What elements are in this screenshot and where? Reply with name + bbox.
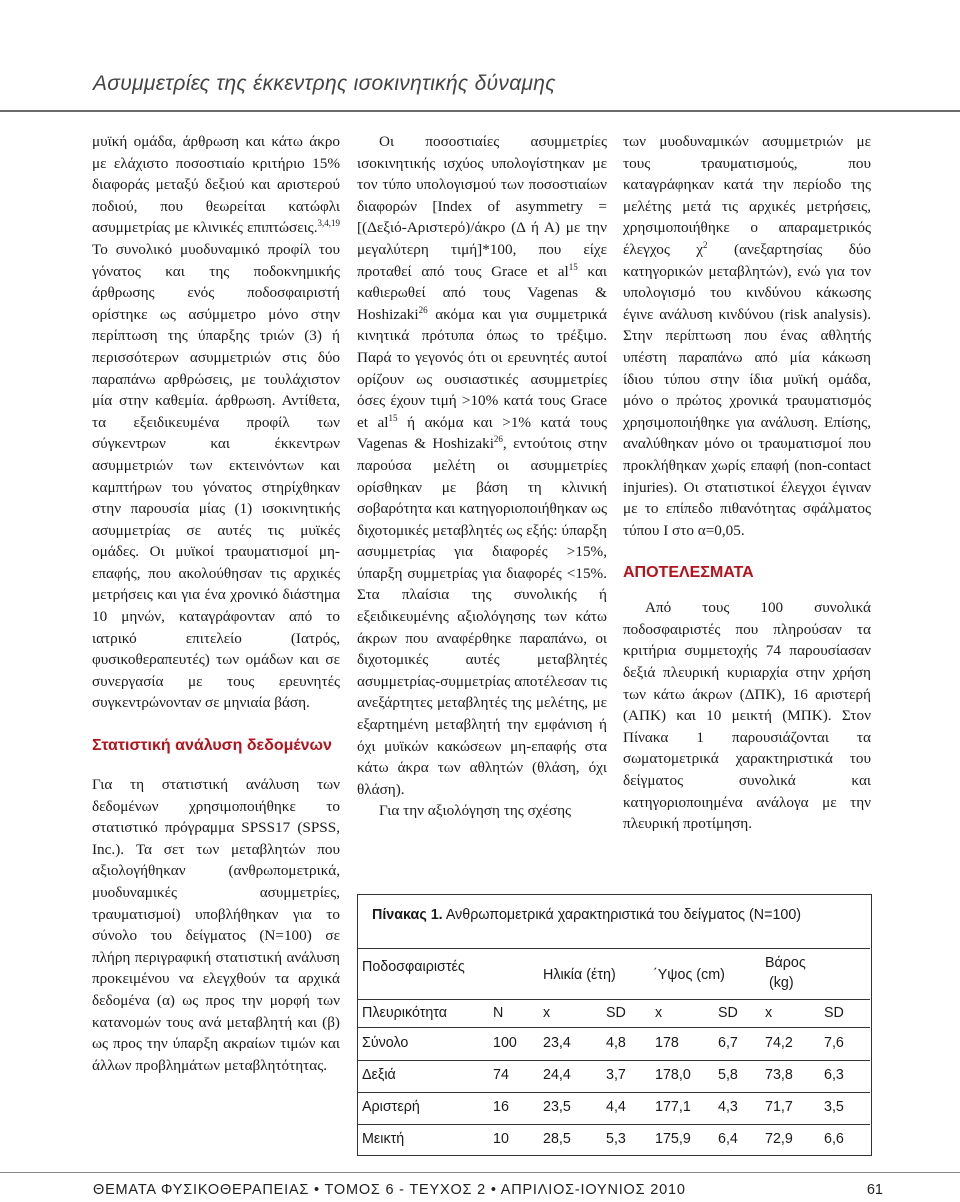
table-subheader-cell: SD <box>606 1005 626 1021</box>
table-row-cell: 28,5 <box>543 1131 571 1147</box>
table-row-cell: 100 <box>493 1035 517 1051</box>
table-row-cell: 6,3 <box>824 1067 844 1083</box>
page-number: 61 <box>866 1182 883 1198</box>
table-caption-text: Ανθρωπομετρικά χαρακτηριστικά του δείγματος (N=100) <box>442 907 802 923</box>
table-row-cell: 177,1 <box>655 1099 691 1115</box>
text-run: , εντούτοις στην παρούσα μελέτη οι ασυμμετρίες ορίσθηκαν με βάση τη κλινική σοβαρότητα και κατηγοριοποιήθηκαν ως διχοτομικές μεταβλητές ως εξής: ύπαρξη ασυμμετρίας για διαφορές >15%, ύπαρξη συμμετρίας για διαφορές <15%. Στα πλαίσια της συνολικής ή εξειδικευμένης αξιολόγησης των κάτω άκρων που αναφέρθηκε παραπάνω, οι διχοτομικές αυτές μεταβλητές ασυμμετρίας-συμμετρίας αποτέλεσαν τις ανεξάρτητες μεταβλητές της μελέτης, με εξαρτημένη μεταβλητή την εμφάνιση ή όχι μυϊκών κακώσεων μη-επαφής στα κάτω άκρα των αθλητών (θλάση, όχι θλάση). <box>357 435 607 798</box>
table-row-cell: 5,8 <box>718 1067 738 1083</box>
col1-paragraph-2: Για τη στατιστική ανάλυση των δεδομένων χρησιμοποιήθηκε το στατιστικό πρόγραμμα SPSS17 (SPSS, Inc.). Τα σετ των μεταβλητών που αξιολογήθηκαν (ανθρωπομετρικά, μυοδυναμικές ασυμμετρίες, τραυματισμοί) υποβλήθηκαν για το σύνολο του δείγματος (N=100) σε πλήρη περιγραφική στατιστική ανάλυση προκειμένου να ελεγχθούν τα αρχικά δεδομένα (α) ως προς την μορφή των κατανομών τους ανά μεταβλητή και (β) ως προς την ύπαρξη ακραίων τιμών και άλλων προβλημάτων μεταβλητότητας. <box>92 776 340 1074</box>
col3-paragraph-2: Από τους 100 συνολικά ποδοσφαιριστές που πληρούσαν τα κριτήρια συμμετοχής 74 παρουσίασαν δεξιά πλευρική κυριαρχία στην χρήση των κάτω άκρων (ΔΠΚ), 16 αριστερή (ΑΠΚ) και 10 μεικτή (ΜΠΚ). Στον Πίνακα 1 παρουσιάζονται τα σωματομετρικά χαρακτηριστικά του δείγματος συνολικά και κατηγοριοποιημένα ανάλογα με την πλευρική προτίμηση. <box>623 599 871 833</box>
table-subheader-cell: SD <box>718 1005 738 1021</box>
text-run: ακόμα και για συμμετρικά κινητικά πρότυπα όπως το τρέξιμο. Παρά το γεγονός ότι οι ερευνητές αυτοί ορίζουν ως ουσιαστικές ασυμμετρίες όσες έχουν τιμή >10% κατά τους Grace et al <box>357 305 607 431</box>
table-row-cell: 4,8 <box>606 1035 626 1051</box>
col2-paragraph-2: Για την αξιολόγηση της σχέσης <box>379 802 572 820</box>
table-row-cell: 6,7 <box>718 1035 738 1051</box>
table-row-cell: 175,9 <box>655 1131 691 1147</box>
table-row-cell: Σύνολο <box>362 1035 409 1051</box>
table-row-cell: 74 <box>493 1067 509 1083</box>
table-header-weight-unit: (kg) <box>769 975 794 991</box>
table-row-cell: 4,3 <box>718 1099 738 1115</box>
table-row-cell: Δεξιά <box>362 1067 396 1083</box>
citation-superscript: 15 <box>568 261 578 272</box>
table-rule <box>358 999 870 1000</box>
table-row-cell: 3,5 <box>824 1099 844 1115</box>
text-run: ή ακόμα και >1% κατά τους Vagenas & Hoshizaki <box>357 413 607 453</box>
table-subheader-cell: x <box>655 1005 663 1021</box>
table-caption <box>372 905 852 926</box>
table-header-players: Ποδοσφαιριστές <box>362 959 465 975</box>
table-rule <box>358 1060 870 1061</box>
text-run: Οι ποσοστιαίες ασυμμετρίες ισοκινητικής ισχύος υπολογίστηκαν με τον τύπο υπολογισμού των ποσοστιαίων διαφορών [Index of asymmetry =[(Δεξιό-Αριστερό)/άκρο (Δ ή Α) με την μεγαλύτερη τιμή]*100, που είχε προταθεί από τους Grace et al <box>357 133 607 280</box>
table-header-weight: Βάρος <box>765 955 806 971</box>
table-row-cell: 178 <box>655 1035 679 1051</box>
table-row-cell: 72,9 <box>765 1131 793 1147</box>
column-1 <box>92 131 340 1076</box>
table-row-cell: 71,7 <box>765 1099 793 1115</box>
table-header-age: Ηλικία (έτη) <box>543 967 616 983</box>
table-row-cell: 23,5 <box>543 1099 571 1115</box>
table-subheader-cell: x <box>543 1005 551 1021</box>
table-rule <box>358 1124 870 1125</box>
superscript: 2 <box>703 239 708 250</box>
table-row-cell: 178,0 <box>655 1067 691 1083</box>
citation-superscript: 26 <box>418 304 428 315</box>
table-1 <box>357 894 872 1156</box>
text-run: (ανεξαρτησίας δύο κατηγορικών μεταβλητών), ενώ για τον υπολογισμό του κινδύνου κάκωσης έγινε ανάλυση κινδύνου (risk analysis). Στην περίπτωση που ένας αθλητής υπέστη παραπάνω από μία κάκωση ίδιου τύπου στην ίδια μυϊκή ομάδα, μόνο ο πρώτος χρονικά τραυματισμός χρησιμοποιήθηκε για ανάλυση. Επίσης, αναλύθηκαν μόνο οι τραυματισμοί που προκλήθηκαν χωρίς επαφή (non-contact injuries). Οι στατιστικοί έλεγχοι έγιναν με το επίπεδο πιθανότητας σφάλματος τύπου Ι στο α=0,05. <box>623 240 872 539</box>
section-heading-statistics: Στατιστική ανάλυση δεδομένων <box>92 737 332 755</box>
section-heading-results: ΑΠΟΤΕΛΕΣΜΑΤΑ <box>623 564 754 582</box>
text-run: και καθιερωθεί από τους Vagenas & Hoshizaki <box>357 262 607 323</box>
table-row-cell: 73,8 <box>765 1067 793 1083</box>
table-row-cell: 10 <box>493 1131 509 1147</box>
text-run: Το συνολικό μυοδυναμικό προφίλ του γόνατος και της ποδοκνημικής άρθρωσης ενός ποδοσφαιριστή ορίστηκε ως ασύμμετρο μόνο στην περίπτωση της ύπαρξης τριών (3) ή περισσότερων ασυμμετριών στις δύο παραπάνω αρθρώσεις, με τουλάχιστον μία στην καθεμία. άρθρωση. Αντίθετα, τα εξειδικευμένα προφίλ των σύγκεντρων και έκκεντρων ασυμμετριών των εκτεινόντων και καμπτήρων του γόνατος στηρίχθηκαν στην παρουσία μίας (1) ισοκινητικής ασυμμετρίας σε αυτές τις μυϊκές ομάδες. Οι μυϊκοί τραυματισμοί μη-επαφής, που ακολούθησαν τις αρχικές μετρήσεις και για ένα χρονικό διάστημα 10 μηνών, καταγράφονταν από το ιατρικό επιτελείο (Ιατρός, φυσικοθεραπευτές) των ομάδων και σε συνεργασία με τους ερευνητές συγκεντρώνονταν σε μηνιαία βάση. <box>92 240 340 712</box>
col3-paragraph-1 <box>623 131 871 541</box>
table-row-cell: Αριστερή <box>362 1099 420 1115</box>
text-run: των μυοδυναμικών ασυμμετριών με τους τραυματισμούς, που καταγράφηκαν κατά την περίοδο της μελέτης μετά τις αρχικές μετρήσεις, χρησιμοποιήθηκε ο απαραμετρικός έλεγχος χ <box>623 133 871 258</box>
table-row-cell: 5,3 <box>606 1131 626 1147</box>
table-caption-label: Πίνακας 1. <box>372 907 443 923</box>
table-header-height: ΄Υψος (cm) <box>653 967 725 983</box>
table-row-cell: 23,4 <box>543 1035 571 1051</box>
table-row-cell: 3,7 <box>606 1067 626 1083</box>
table-row-cell: 24,4 <box>543 1067 571 1083</box>
citation-superscript: 3,4,19 <box>317 218 340 229</box>
citation-superscript: 15 <box>388 412 398 423</box>
column-2 <box>357 131 607 822</box>
table-row-cell: 74,2 <box>765 1035 793 1051</box>
col2-paragraph-1 <box>357 131 607 800</box>
table-row-cell: 6,4 <box>718 1131 738 1147</box>
table-row-cell: 16 <box>493 1099 509 1115</box>
col1-paragraph-1 <box>92 131 340 714</box>
footer <box>93 1182 883 1198</box>
table-rule <box>358 1092 870 1093</box>
table-rule <box>358 1027 870 1028</box>
running-header: Ασυμμετρίες της έκκεντρης ισοκινητικής δύναμης <box>93 72 556 95</box>
table-rule <box>358 948 870 949</box>
footer-journal: ΘΕΜΑΤΑ ΦΥΣΙΚΟΘΕΡΑΠΕΙΑΣ • ΤΟΜΟΣ 6 - ΤΕΥΧΟΣ 2 • ΑΠΡΙΛΙΟΣ-ΙΟΥΝΙΟΣ 2010 <box>93 1182 686 1198</box>
table-subheader-cell: SD <box>824 1005 844 1021</box>
column-3 <box>623 131 871 835</box>
table-row-cell: 7,6 <box>824 1035 844 1051</box>
table-subheader-cell: x <box>765 1005 773 1021</box>
table-row-cell: 4,4 <box>606 1099 626 1115</box>
table-subheader-cell: Πλευρικότητα <box>362 1005 448 1021</box>
table-row-cell: Μεικτή <box>362 1131 405 1147</box>
text-run: μυϊκή ομάδα, άρθρωση και κάτω άκρο με ελάχιστο ποσοστιαίο κριτήριο 15% διαφοράς μεταξύ δεξιού και αριστερού ποδιού, που θεωρείται κατώφλι ασυμμετρίας με κλινικές επιπτώσεις. <box>92 133 340 237</box>
citation-superscript: 26 <box>493 434 503 445</box>
table-subheader-cell: N <box>493 1005 504 1021</box>
header-rule <box>0 110 960 112</box>
table-row-cell: 6,6 <box>824 1131 844 1147</box>
footer-rule <box>0 1172 960 1173</box>
